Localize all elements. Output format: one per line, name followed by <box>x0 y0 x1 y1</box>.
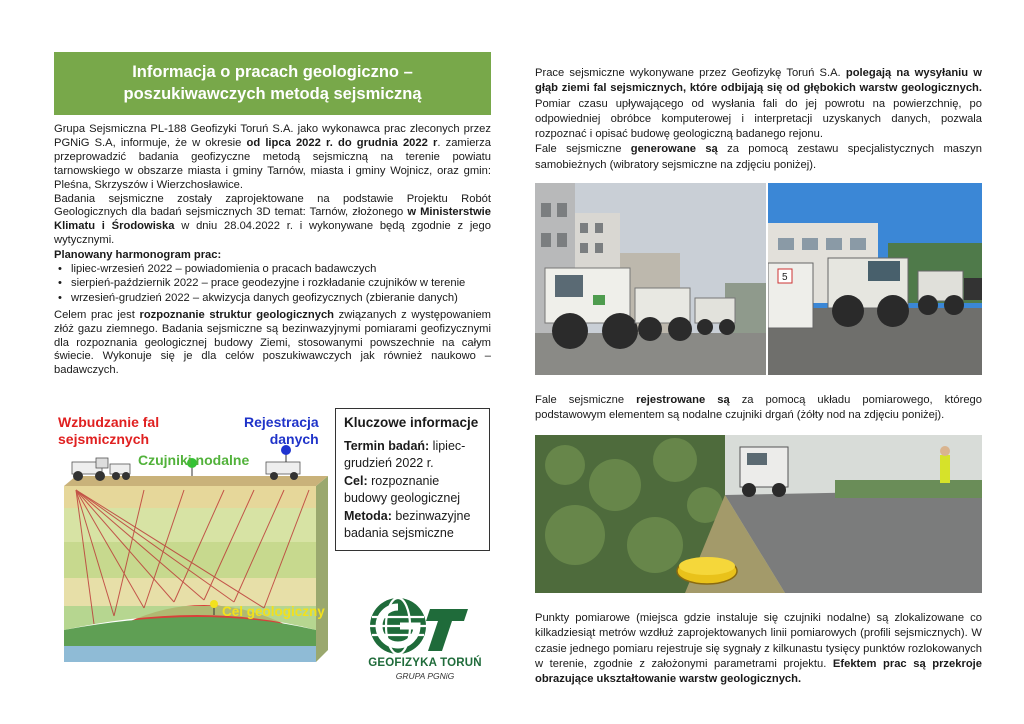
truck-number: 5 <box>782 272 788 283</box>
sensors-label: Czujniki nodalne <box>138 452 250 468</box>
left-column <box>54 52 491 378</box>
intro-paragraph: Grupa Sejsmiczna PL-188 Geofizyki Toruń S.A. jako wykonawca prac zleconych przez PGNiG S.A, informuje, że w okresie od lipca 2022 r. do grudnia 2022 r. zamierza przeprowadzić badania geofizyczne metodą sejsmiczną na terenie powiatu tarnowskiego w obszarze miasta i gminy Tarnów, miasta i gminy Wojnicz, oraz gmin: Pleśna, Skrzyszów i Wierzchosławice. <box>54 123 491 191</box>
nodal-sensor-photo <box>535 435 982 593</box>
excitation-label: Wzbudzanie fal sejsmicznych <box>58 414 160 447</box>
geology-cross-section <box>54 410 329 675</box>
seismic-diagram <box>54 410 329 675</box>
key-info-method: Metoda: bezinwazyjne badania sejsmiczne <box>344 508 471 540</box>
schedule-heading: Planowany harmonogram prac: <box>54 249 222 262</box>
gt-logo-icon <box>360 595 490 657</box>
recording-paragraph: Fale sejsmiczne rejestrowane są za pomocą układu pomiarowego, którego podstawowym elementem są nodalne czujniki drgań (żółty nod na zdjęciu poniżej). <box>535 394 983 422</box>
vibrator-trucks-photo-2 <box>768 183 982 375</box>
list-item: • wrzesień-grudzień 2022 – akwizycja danych geofizycznych (zbieranie danych) <box>54 291 491 305</box>
logo-group: GRUPA PGNiG <box>395 671 455 681</box>
logo-brand: GEOFIZYKA TORUŃ <box>368 657 482 669</box>
right-column-bottom <box>535 611 982 687</box>
vibrator-trucks-photo-1 <box>535 183 766 375</box>
key-info-goal: Cel: rozpoznanie budowy geologicznej <box>344 473 461 505</box>
generation-paragraph: Fale sejsmiczne generowane są za pomocą zestawu specjalistycznych maszyn samobieżnych (wibratory sejsmiczne na zdjęciu poniżej). <box>535 143 982 171</box>
target-marker-icon <box>210 600 218 608</box>
list-item: • lipiec-wrzesień 2022 – powiadomienia o pracach badawczych <box>54 262 491 276</box>
measurement-points-paragraph: Punkty pomiarowe (miejsca gdzie instaluje się czujniki nodalne) są zlokalizowane co kilkadziesiąt metrów wzdłuż zaprojektowanych linii pomiarowych (profili sejsmicznych). W czasie jednego pomiaru rejestruje się sygnały z kilkunastu tysięcy punktów rozlokowanych w terenie, zgodnie z założonymi parametrami projektu. Efektem prac są przekroje obrazujące ukształtowanie warstw geologicznych. <box>535 612 982 686</box>
geofizyka-torun-logo <box>360 595 490 685</box>
schedule-list <box>54 262 491 305</box>
key-info-heading: Kluczowe informacje <box>344 415 479 430</box>
target-label: Cel geologiczny <box>222 604 325 619</box>
recording-label: Rejestracja danych <box>244 414 319 447</box>
list-item: • sierpień-październik 2022 – prace geodezyjne i rozkładanie czujników w terenie <box>54 276 491 290</box>
seismic-method-paragraph: Prace sejsmiczne wykonywane przez Geofizykę Toruń S.A. polegają na wysyłaniu w głąb ziemi fal sejsmicznych, które odbijają się od głębokich warstw geologicznych. Pomiar czasu upływającego od wysłania fali do jej powrotu na powierzchnię, po odpowiedniej obróbce komputerowej i interpretacji uzyskanych danych, pozwala rozpoznać i opisać budowę geologiczną badanego rejonu. <box>535 67 982 141</box>
right-column-top <box>535 66 982 173</box>
key-info-box <box>335 408 490 551</box>
page-title: Informacja o pracach geologiczno – poszukiwawczych metodą sejsmiczną <box>54 52 491 115</box>
design-paragraph: Badania sejsmiczne zostały zaprojektowane na podstawie Projektu Robót Geologicznych dla badań sejsmicznych 3D temat: Tarnów, złożonego w Ministerstwie Klimatu i Środowiska w dniu 28.04.2022 r. i wykonywane będą zgodnie z jego wytycznymi. <box>54 192 491 247</box>
right-column-mid <box>535 393 982 424</box>
key-info-term: Termin badań: lipiec-grudzień 2022 r. <box>344 438 466 470</box>
goal-paragraph: Celem prac jest rozpoznanie struktur geologicznych związanych z występowaniem złóż gazu ziemnego. Badania sejsmiczne są bezinwazyjnymi pomiarami geofizycznymi dla rozpoznania geologicznej budowy Ziemi, stosowanymi powszechnie na całym świecie. Wykonuje się je dla celów poszukiwawczych jak również naukowo – badawczych. <box>54 308 491 377</box>
